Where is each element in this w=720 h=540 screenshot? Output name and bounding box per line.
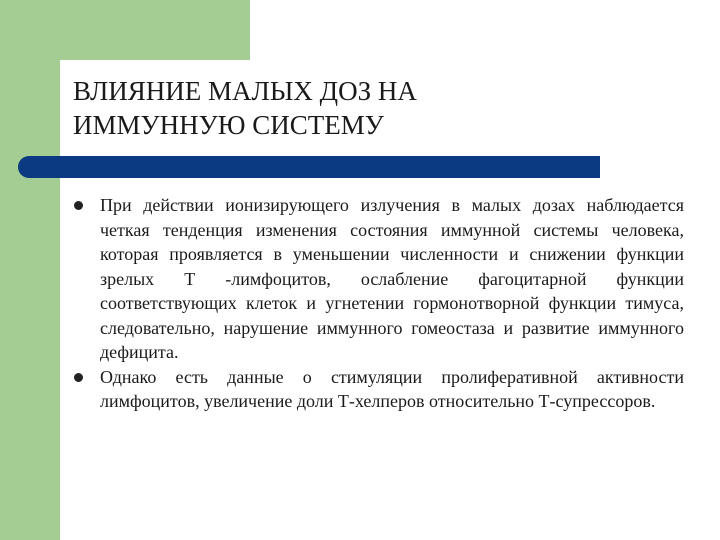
slide-content <box>72 193 684 414</box>
bullet-icon <box>74 373 83 382</box>
slide-title <box>73 74 633 142</box>
slide-title-line-2: ИММУННУЮ СИСТЕМУ <box>73 110 384 140</box>
list-item <box>72 193 684 365</box>
decorative-green-top-block <box>0 0 250 60</box>
bullet-text-2: Однако есть данные о стимуляции пролиферативной активности лимфоцитов, увеличение доли Т-хелперов относительно Т-супрессоров. <box>100 366 684 411</box>
title-divider-bar <box>18 156 600 178</box>
decorative-green-sidebar <box>0 0 60 540</box>
list-item <box>72 365 684 414</box>
slide-title-line-1: ВЛИЯНИЕ МАЛЫХ ДОЗ НА <box>73 76 417 106</box>
bullet-text-1: При действии ионизирующего излучения в малых дозах наблюдается четкая тенденция изменения состояния иммунной системы человека, которая проявляется в уменьшении численности и снижении функции зрелых Т -лимфоцитов, ослабление фагоцитарной функции соответствующих клеток и угнетении гормонотворной функции тимуса, следовательно, нарушение иммунного гомеостаза и развитие иммунного дефицита. <box>100 195 684 362</box>
bullet-icon <box>74 201 83 210</box>
